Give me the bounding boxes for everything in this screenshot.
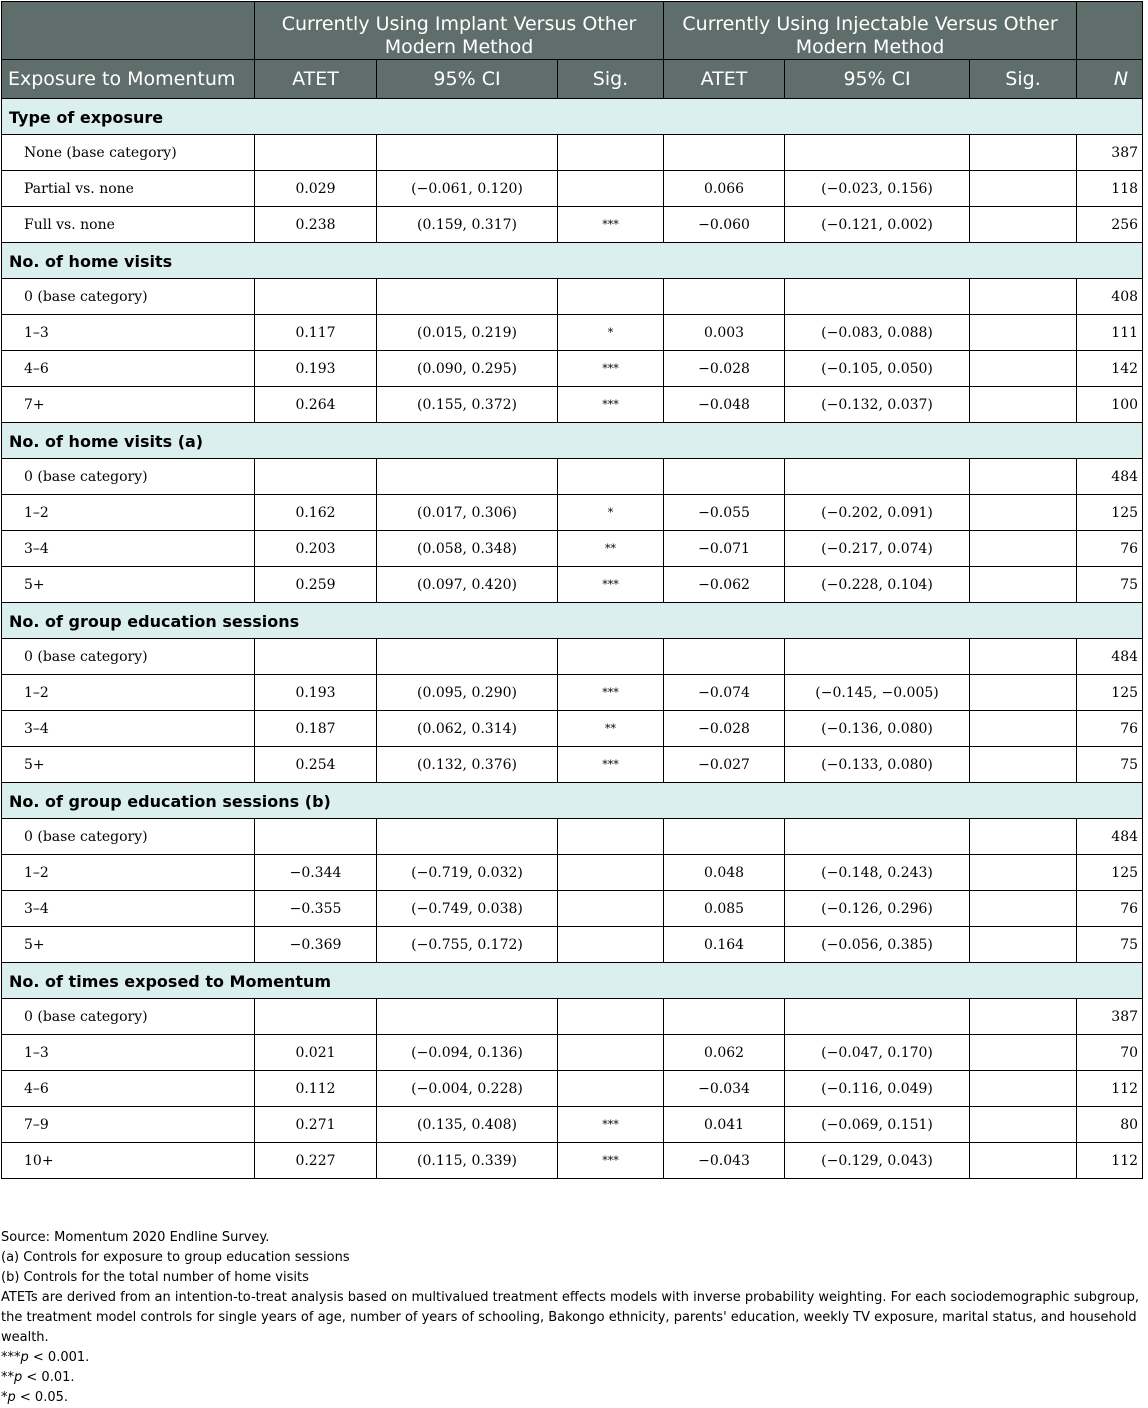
sig-injectable [970, 171, 1077, 207]
atet-implant: −0.355 [255, 891, 377, 927]
n-value: 76 [1077, 711, 1143, 747]
sig-implant [558, 639, 664, 675]
n-value: 387 [1077, 999, 1143, 1035]
n-value: 484 [1077, 639, 1143, 675]
sig-injectable [970, 1071, 1077, 1107]
n-value: 408 [1077, 279, 1143, 315]
ci-injectable: (−0.126, 0.296) [785, 891, 970, 927]
atet-implant: −0.369 [255, 927, 377, 963]
sig-implant [558, 459, 664, 495]
atet-injectable: −0.048 [664, 387, 785, 423]
ci-implant: (0.062, 0.314) [377, 711, 558, 747]
atet-injectable: −0.074 [664, 675, 785, 711]
n-value: 75 [1077, 747, 1143, 783]
column-header-sig-injectable: Sig. [970, 60, 1077, 99]
atet-injectable [664, 279, 785, 315]
table-row [2, 1035, 1143, 1071]
atet-injectable: −0.062 [664, 567, 785, 603]
ci-injectable: (−0.145, −0.005) [785, 675, 970, 711]
ci-injectable [785, 999, 970, 1035]
table-row [2, 279, 1143, 315]
n-value: 112 [1077, 1071, 1143, 1107]
ci-injectable: (−0.133, 0.080) [785, 747, 970, 783]
atet-injectable: 0.085 [664, 891, 785, 927]
ci-injectable: (−0.136, 0.080) [785, 711, 970, 747]
column-header-n: N [1077, 60, 1143, 99]
table-row [2, 675, 1143, 711]
n-value: 125 [1077, 495, 1143, 531]
atet-injectable: −0.043 [664, 1143, 785, 1179]
atet-injectable: −0.071 [664, 531, 785, 567]
atet-implant: 0.203 [255, 531, 377, 567]
ci-implant [377, 135, 558, 171]
sig-implant: *** [558, 387, 664, 423]
ci-injectable [785, 639, 970, 675]
atet-implant: 0.259 [255, 567, 377, 603]
sig-implant: *** [558, 567, 664, 603]
n-value: 76 [1077, 531, 1143, 567]
header-corner-right [1077, 2, 1143, 60]
table-row [2, 1107, 1143, 1143]
section-header-row [2, 423, 1143, 459]
section-header-row [2, 243, 1143, 279]
row-label: 1–3 [2, 1035, 255, 1071]
n-value: 112 [1077, 1143, 1143, 1179]
sig-injectable [970, 747, 1077, 783]
table-body [2, 99, 1143, 1179]
sig-injectable [970, 531, 1077, 567]
row-label: Partial vs. none [2, 171, 255, 207]
atet-implant: 0.193 [255, 675, 377, 711]
sig-injectable [970, 639, 1077, 675]
section-title: No. of times exposed to Momentum [2, 963, 1143, 999]
sig-injectable [970, 855, 1077, 891]
table-row [2, 531, 1143, 567]
ci-injectable [785, 279, 970, 315]
footnote: Source: Momentum 2020 Endline Survey. [1, 1230, 270, 1245]
atet-injectable [664, 459, 785, 495]
ci-implant: (0.155, 0.372) [377, 387, 558, 423]
section-header-row [2, 963, 1143, 999]
n-value: 70 [1077, 1035, 1143, 1071]
column-header-exposure: Exposure to Momentum [2, 60, 255, 99]
section-header-row [2, 603, 1143, 639]
atet-implant [255, 999, 377, 1035]
atet-injectable: 0.048 [664, 855, 785, 891]
n-value: 111 [1077, 315, 1143, 351]
n-value: 142 [1077, 351, 1143, 387]
sig-implant: *** [558, 747, 664, 783]
atet-injectable: −0.055 [664, 495, 785, 531]
sig-implant [558, 279, 664, 315]
ci-injectable: (−0.083, 0.088) [785, 315, 970, 351]
row-label: 5+ [2, 927, 255, 963]
section-title: No. of home visits (a) [2, 423, 1143, 459]
results-table [1, 1, 1143, 1179]
ci-implant: (0.017, 0.306) [377, 495, 558, 531]
table-row [2, 315, 1143, 351]
table-row [2, 1143, 1143, 1179]
n-value: 76 [1077, 891, 1143, 927]
ci-implant: (0.058, 0.348) [377, 531, 558, 567]
ci-injectable [785, 819, 970, 855]
ci-injectable: (−0.047, 0.170) [785, 1035, 970, 1071]
atet-injectable: −0.034 [664, 1071, 785, 1107]
table-row [2, 747, 1143, 783]
footnote: ATETs are derived from an intention-to-treat analysis based on multivalued treatment effects models with inverse probability weighting. For each sociodemographic subgroup, the treatment model controls for single years of age, number of years of schooling, Bakongo ethnicity, parents' education, weekly TV exposure, marital status, and household wealth. [1, 1290, 1139, 1345]
sig-implant: * [558, 495, 664, 531]
sig-implant [558, 891, 664, 927]
n-value: 118 [1077, 171, 1143, 207]
n-value: 484 [1077, 819, 1143, 855]
column-header-atet-injectable: ATET [664, 60, 785, 99]
n-value: 256 [1077, 207, 1143, 243]
row-label: 3–4 [2, 531, 255, 567]
sig-implant: *** [558, 207, 664, 243]
section-title: Type of exposure [2, 99, 1143, 135]
ci-implant: (0.095, 0.290) [377, 675, 558, 711]
row-label: 10+ [2, 1143, 255, 1179]
atet-injectable: 0.066 [664, 171, 785, 207]
ci-implant: (0.015, 0.219) [377, 315, 558, 351]
sig-implant: ** [558, 711, 664, 747]
atet-injectable [664, 999, 785, 1035]
ci-implant: (0.097, 0.420) [377, 567, 558, 603]
atet-implant: 0.162 [255, 495, 377, 531]
atet-implant: 0.112 [255, 1071, 377, 1107]
ci-implant: (−0.749, 0.038) [377, 891, 558, 927]
ci-injectable: (−0.121, 0.002) [785, 207, 970, 243]
column-header-ci-implant: 95% CI [377, 60, 558, 99]
row-label: None (base category) [2, 135, 255, 171]
row-label: 1–2 [2, 495, 255, 531]
atet-injectable: 0.003 [664, 315, 785, 351]
sig-implant: *** [558, 675, 664, 711]
ci-injectable: (−0.148, 0.243) [785, 855, 970, 891]
ci-implant: (−0.061, 0.120) [377, 171, 558, 207]
row-label: 7+ [2, 387, 255, 423]
row-label: 1–2 [2, 855, 255, 891]
atet-injectable: −0.060 [664, 207, 785, 243]
n-value: 125 [1077, 675, 1143, 711]
atet-implant: 0.187 [255, 711, 377, 747]
sig-injectable [970, 675, 1077, 711]
footnote: (b) Controls for the total number of home visits [1, 1270, 309, 1285]
sig-injectable [970, 495, 1077, 531]
n-value: 80 [1077, 1107, 1143, 1143]
section-header-row [2, 99, 1143, 135]
ci-implant [377, 999, 558, 1035]
section-title: No. of group education sessions (b) [2, 783, 1143, 819]
row-label: 0 (base category) [2, 459, 255, 495]
atet-implant [255, 639, 377, 675]
n-value: 75 [1077, 567, 1143, 603]
section-title: No. of group education sessions [2, 603, 1143, 639]
sig-injectable [970, 459, 1077, 495]
sig-implant [558, 855, 664, 891]
table-row [2, 927, 1143, 963]
sig-implant [558, 819, 664, 855]
atet-implant: 0.254 [255, 747, 377, 783]
n-value: 100 [1077, 387, 1143, 423]
atet-implant: 0.193 [255, 351, 377, 387]
section-title: No. of home visits [2, 243, 1143, 279]
footnote: (a) Controls for exposure to group education sessions [1, 1250, 350, 1265]
table-row [2, 171, 1143, 207]
ci-implant: (0.135, 0.408) [377, 1107, 558, 1143]
atet-implant: 0.227 [255, 1143, 377, 1179]
row-label: 0 (base category) [2, 279, 255, 315]
row-label: 1–2 [2, 675, 255, 711]
ci-injectable: (−0.217, 0.074) [785, 531, 970, 567]
ci-injectable: (−0.129, 0.043) [785, 1143, 970, 1179]
row-label: 5+ [2, 567, 255, 603]
column-header-ci-injectable: 95% CI [785, 60, 970, 99]
ci-injectable [785, 135, 970, 171]
table-row [2, 1071, 1143, 1107]
atet-implant: 0.238 [255, 207, 377, 243]
sig-injectable [970, 315, 1077, 351]
n-value: 387 [1077, 135, 1143, 171]
table-row [2, 135, 1143, 171]
sig-implant [558, 135, 664, 171]
ci-implant: (0.159, 0.317) [377, 207, 558, 243]
sig-implant: *** [558, 1143, 664, 1179]
column-header-atet-implant: ATET [255, 60, 377, 99]
sig-implant: *** [558, 351, 664, 387]
table-footnotes [1, 1228, 1143, 1408]
row-label: 4–6 [2, 351, 255, 387]
atet-injectable [664, 819, 785, 855]
sig-injectable [970, 999, 1077, 1035]
row-label: 5+ [2, 747, 255, 783]
ci-injectable: (−0.023, 0.156) [785, 171, 970, 207]
atet-injectable [664, 639, 785, 675]
atet-injectable: −0.028 [664, 711, 785, 747]
row-label: Full vs. none [2, 207, 255, 243]
sig-injectable [970, 279, 1077, 315]
ci-implant [377, 819, 558, 855]
ci-implant: (0.132, 0.376) [377, 747, 558, 783]
section-header-row [2, 783, 1143, 819]
sig-injectable [970, 891, 1077, 927]
sig-injectable [970, 1107, 1077, 1143]
atet-injectable: 0.164 [664, 927, 785, 963]
table-row [2, 387, 1143, 423]
sig-injectable [970, 819, 1077, 855]
ci-implant: (−0.755, 0.172) [377, 927, 558, 963]
atet-injectable: 0.062 [664, 1035, 785, 1071]
footnote: *p < 0.05. [1, 1390, 69, 1405]
ci-implant: (−0.094, 0.136) [377, 1035, 558, 1071]
row-label: 1–3 [2, 315, 255, 351]
sig-implant: *** [558, 1107, 664, 1143]
n-value: 75 [1077, 927, 1143, 963]
atet-implant: 0.021 [255, 1035, 377, 1071]
table-row [2, 495, 1143, 531]
row-label: 3–4 [2, 711, 255, 747]
ci-implant [377, 459, 558, 495]
row-label: 4–6 [2, 1071, 255, 1107]
ci-injectable: (−0.116, 0.049) [785, 1071, 970, 1107]
n-value: 125 [1077, 855, 1143, 891]
row-label: 7–9 [2, 1107, 255, 1143]
table-row [2, 459, 1143, 495]
table-row [2, 567, 1143, 603]
atet-implant [255, 135, 377, 171]
sig-injectable [970, 387, 1077, 423]
sig-implant [558, 171, 664, 207]
sig-injectable [970, 1035, 1077, 1071]
sig-injectable [970, 927, 1077, 963]
atet-injectable: 0.041 [664, 1107, 785, 1143]
ci-implant: (−0.719, 0.032) [377, 855, 558, 891]
atet-implant [255, 279, 377, 315]
table-row [2, 639, 1143, 675]
group-header-injectable: Currently Using Injectable Versus Other Modern Method [664, 2, 1077, 60]
row-label: 3–4 [2, 891, 255, 927]
atet-implant: 0.029 [255, 171, 377, 207]
table-row [2, 711, 1143, 747]
n-value: 484 [1077, 459, 1143, 495]
atet-implant: −0.344 [255, 855, 377, 891]
sig-implant [558, 1035, 664, 1071]
table-row [2, 999, 1143, 1035]
ci-implant [377, 639, 558, 675]
table-row [2, 819, 1143, 855]
row-label: 0 (base category) [2, 819, 255, 855]
header-corner [2, 2, 255, 60]
ci-injectable: (−0.105, 0.050) [785, 351, 970, 387]
ci-implant [377, 279, 558, 315]
footnote: **p < 0.01. [1, 1370, 75, 1385]
group-header-implant: Currently Using Implant Versus Other Modern Method [255, 2, 664, 60]
sig-implant: ** [558, 531, 664, 567]
table-row [2, 891, 1143, 927]
footnote: ***p < 0.001. [1, 1350, 90, 1365]
sig-implant [558, 927, 664, 963]
sig-injectable [970, 1143, 1077, 1179]
atet-injectable: −0.028 [664, 351, 785, 387]
ci-implant: (−0.004, 0.228) [377, 1071, 558, 1107]
table-row [2, 351, 1143, 387]
atet-implant [255, 819, 377, 855]
ci-implant: (0.090, 0.295) [377, 351, 558, 387]
atet-implant: 0.271 [255, 1107, 377, 1143]
sig-injectable [970, 207, 1077, 243]
atet-implant [255, 459, 377, 495]
ci-injectable [785, 459, 970, 495]
table-row [2, 855, 1143, 891]
row-label: 0 (base category) [2, 999, 255, 1035]
sig-injectable [970, 711, 1077, 747]
atet-injectable [664, 135, 785, 171]
atet-implant: 0.264 [255, 387, 377, 423]
ci-implant: (0.115, 0.339) [377, 1143, 558, 1179]
atet-implant: 0.117 [255, 315, 377, 351]
ci-injectable: (−0.202, 0.091) [785, 495, 970, 531]
sig-injectable [970, 135, 1077, 171]
table-row [2, 207, 1143, 243]
ci-injectable: (−0.069, 0.151) [785, 1107, 970, 1143]
column-header-sig-implant: Sig. [558, 60, 664, 99]
atet-injectable: −0.027 [664, 747, 785, 783]
ci-injectable: (−0.056, 0.385) [785, 927, 970, 963]
ci-injectable: (−0.228, 0.104) [785, 567, 970, 603]
sig-implant [558, 999, 664, 1035]
row-label: 0 (base category) [2, 639, 255, 675]
ci-injectable: (−0.132, 0.037) [785, 387, 970, 423]
sig-injectable [970, 351, 1077, 387]
sig-implant [558, 1071, 664, 1107]
sig-implant: * [558, 315, 664, 351]
sig-injectable [970, 567, 1077, 603]
